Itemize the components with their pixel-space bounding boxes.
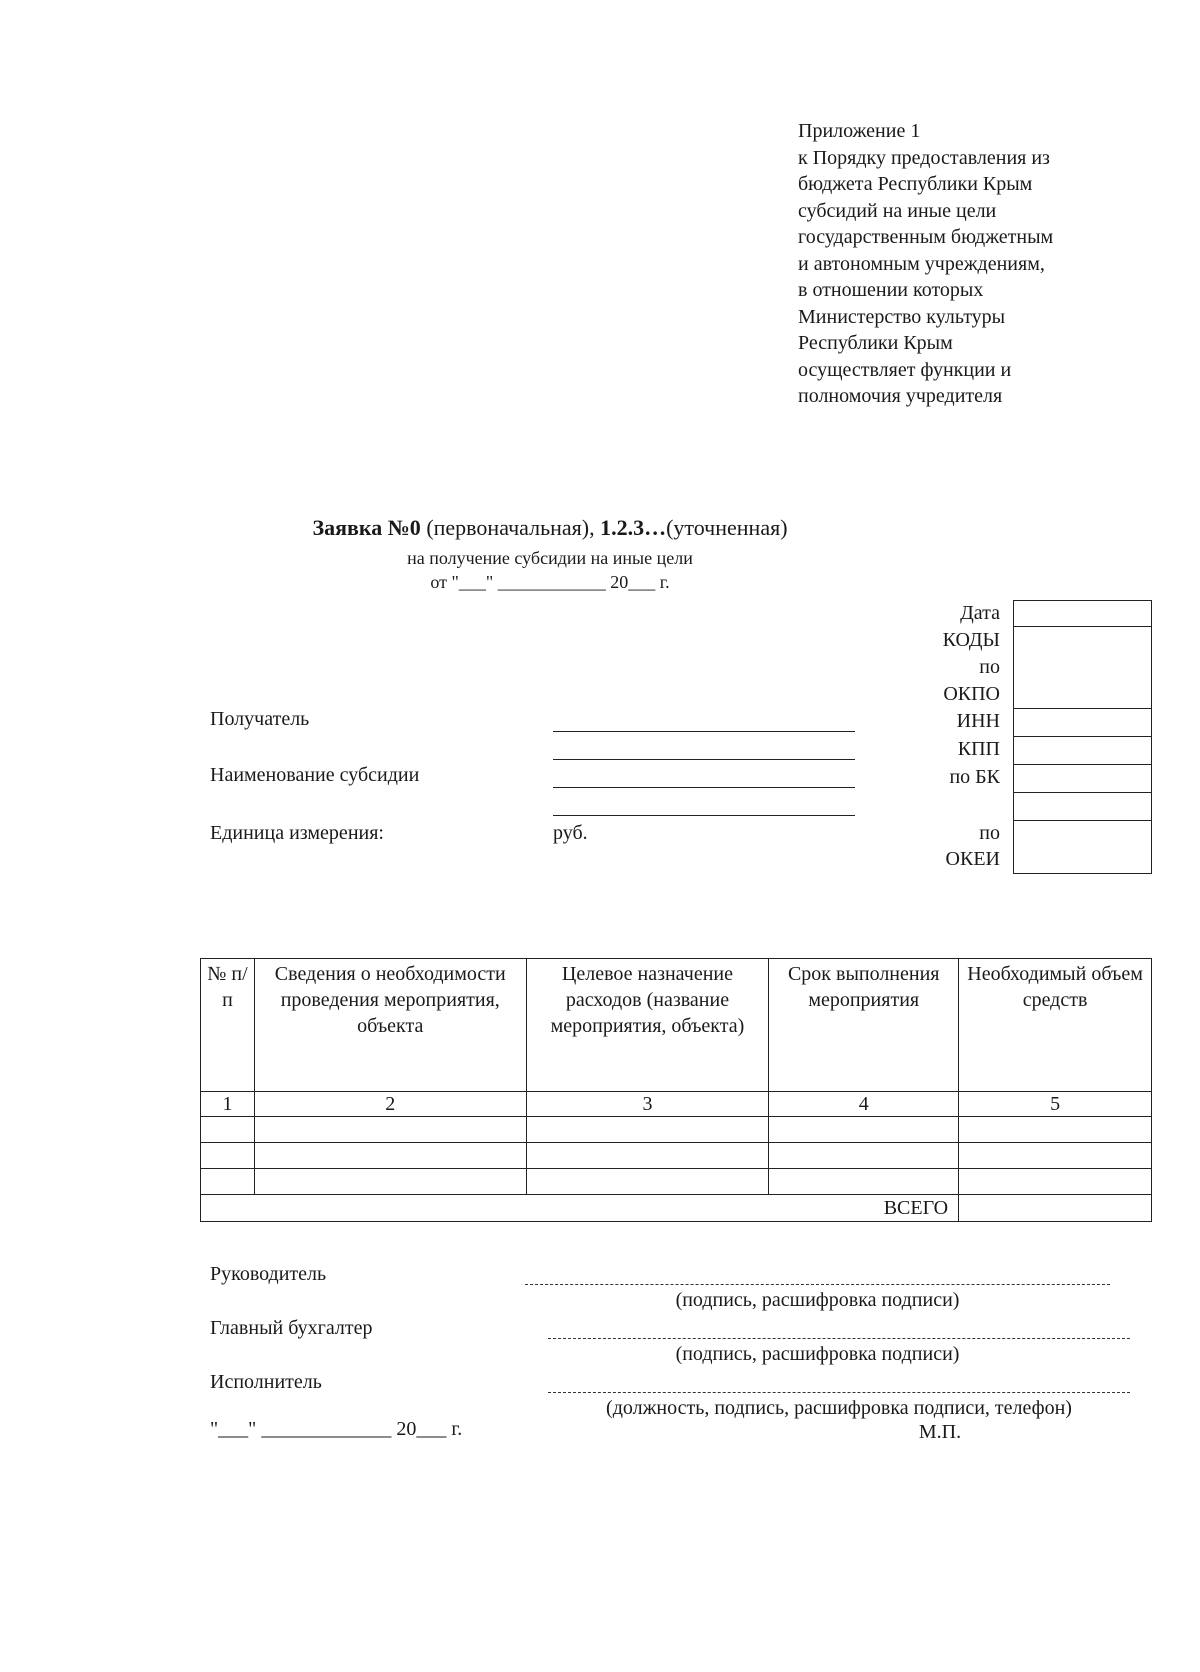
table-cell[interactable] xyxy=(254,1117,526,1143)
signature-date: "___" _____________ 20___ г. xyxy=(210,1418,463,1440)
table-row xyxy=(201,1117,1152,1143)
table-row xyxy=(201,1169,1152,1195)
recipient-label: Получатель xyxy=(210,708,310,730)
unit-label: Единица измерения: xyxy=(210,822,384,844)
table-total-row xyxy=(201,1195,1152,1222)
column-number: 3 xyxy=(526,1092,769,1117)
codes-label-okpo: ОКПО xyxy=(943,683,1000,705)
table-header-row xyxy=(201,959,1152,1092)
table-cell[interactable] xyxy=(769,1169,959,1195)
column-number: 4 xyxy=(769,1092,959,1117)
appendix-line: полномочия учредителя xyxy=(798,385,1003,407)
table-header: Срок выполнения мероприятия xyxy=(769,959,959,1092)
table-row xyxy=(201,1143,1152,1169)
title-refined: (уточненная) xyxy=(666,515,788,540)
document-subtitle: на получение субсидии на иные цели xyxy=(407,548,693,568)
table-cell[interactable] xyxy=(201,1117,255,1143)
title-number: Заявка №0 xyxy=(312,515,421,540)
table-cell[interactable] xyxy=(526,1117,769,1143)
code-cell-okei[interactable] xyxy=(1014,821,1151,873)
codes-label-po-2: по xyxy=(979,822,1000,844)
subsidy-name-line[interactable] xyxy=(553,787,855,788)
code-cell-date[interactable] xyxy=(1014,601,1151,627)
chief-accountant-signature-hint: (подпись, расшифровка подписи) xyxy=(675,1343,960,1365)
table-cell[interactable] xyxy=(526,1169,769,1195)
table-cell[interactable] xyxy=(254,1143,526,1169)
appendix-line: Республики Крым xyxy=(798,332,953,354)
table-cell[interactable] xyxy=(959,1169,1152,1195)
subsidy-name-line-2[interactable] xyxy=(553,815,855,816)
table-cell[interactable] xyxy=(769,1143,959,1169)
appendix-block xyxy=(798,118,1118,410)
title-initial: (первоначальная), xyxy=(426,515,595,540)
appendix-line: Приложение 1 xyxy=(798,120,921,142)
chief-accountant-signature-line[interactable] xyxy=(548,1338,1130,1339)
appendix-line: и автономным учреждениям, xyxy=(798,252,1045,275)
unit-value: руб. xyxy=(553,822,588,844)
column-number: 5 xyxy=(959,1092,1152,1117)
table-number-row xyxy=(201,1092,1152,1117)
table-cell[interactable] xyxy=(959,1117,1152,1143)
appendix-line: осуществляет функции и xyxy=(798,358,1012,381)
subsidy-name-label: Наименование субсидии xyxy=(210,764,420,786)
code-cell-okpo[interactable] xyxy=(1014,627,1151,709)
codes-label-date: Дата xyxy=(960,602,1000,624)
codes-label-kpp: КПП xyxy=(957,738,1000,760)
table-header: № п/п xyxy=(201,959,255,1092)
table-cell[interactable] xyxy=(769,1117,959,1143)
table-cell[interactable] xyxy=(201,1143,255,1169)
code-cell-extra[interactable] xyxy=(1014,793,1151,821)
appendix-line: к Порядку предоставления из xyxy=(798,146,1050,169)
table-header: Целевое назначение расходов (название мероприятия, объекта) xyxy=(526,959,769,1092)
table-header: Сведения о необходимости проведения мероприятия, объекта xyxy=(254,959,526,1092)
head-signature-line[interactable] xyxy=(525,1284,1110,1285)
chief-accountant-label: Главный бухгалтер xyxy=(210,1317,373,1339)
stamp-place: М.П. xyxy=(918,1421,962,1443)
appendix-line: Министерство культуры xyxy=(798,305,1006,328)
table-cell[interactable] xyxy=(526,1143,769,1169)
head-label: Руководитель xyxy=(210,1263,327,1285)
codes-box xyxy=(1013,600,1152,874)
recipient-line[interactable] xyxy=(553,731,855,732)
total-label: ВСЕГО xyxy=(201,1195,959,1222)
executor-signature-hint: (должность, подпись, расшифровка подписи, телефон) xyxy=(606,1397,1072,1419)
total-value-cell[interactable] xyxy=(959,1195,1152,1222)
table-cell[interactable] xyxy=(254,1169,526,1195)
code-cell-kpp[interactable] xyxy=(1014,737,1151,765)
column-number: 2 xyxy=(254,1092,526,1117)
recipient-line-2[interactable] xyxy=(553,759,855,760)
codes-label-codes: КОДЫ xyxy=(942,629,1000,651)
column-number: 1 xyxy=(201,1092,255,1117)
appendix-line: государственным бюджетным xyxy=(798,226,1054,248)
appendix-line: субсидий на иные цели xyxy=(798,199,997,222)
code-cell-inn[interactable] xyxy=(1014,709,1151,737)
subsidy-table xyxy=(200,958,1152,1222)
appendix-line: в отношении которых xyxy=(798,279,984,301)
document-title xyxy=(0,515,1100,541)
code-cell-bk[interactable] xyxy=(1014,765,1151,793)
title-sequence: 1.2.3… xyxy=(600,515,667,540)
table-header: Необходимый объем средств xyxy=(959,959,1152,1092)
head-signature-hint: (подпись, расшифровка подписи) xyxy=(675,1289,960,1311)
executor-label: Исполнитель xyxy=(210,1371,322,1393)
codes-label-okei: ОКЕИ xyxy=(945,848,1000,870)
executor-signature-line[interactable] xyxy=(548,1392,1130,1393)
appendix-line: бюджета Республики Крым xyxy=(798,173,1033,195)
table-cell[interactable] xyxy=(959,1143,1152,1169)
table-cell[interactable] xyxy=(201,1169,255,1195)
codes-label-bk: по БК xyxy=(949,766,1000,788)
document-date-line: от "___" ____________ 20___ г. xyxy=(430,572,670,592)
codes-label-po: по xyxy=(979,656,1000,678)
codes-label-inn: ИНН xyxy=(956,710,1000,732)
